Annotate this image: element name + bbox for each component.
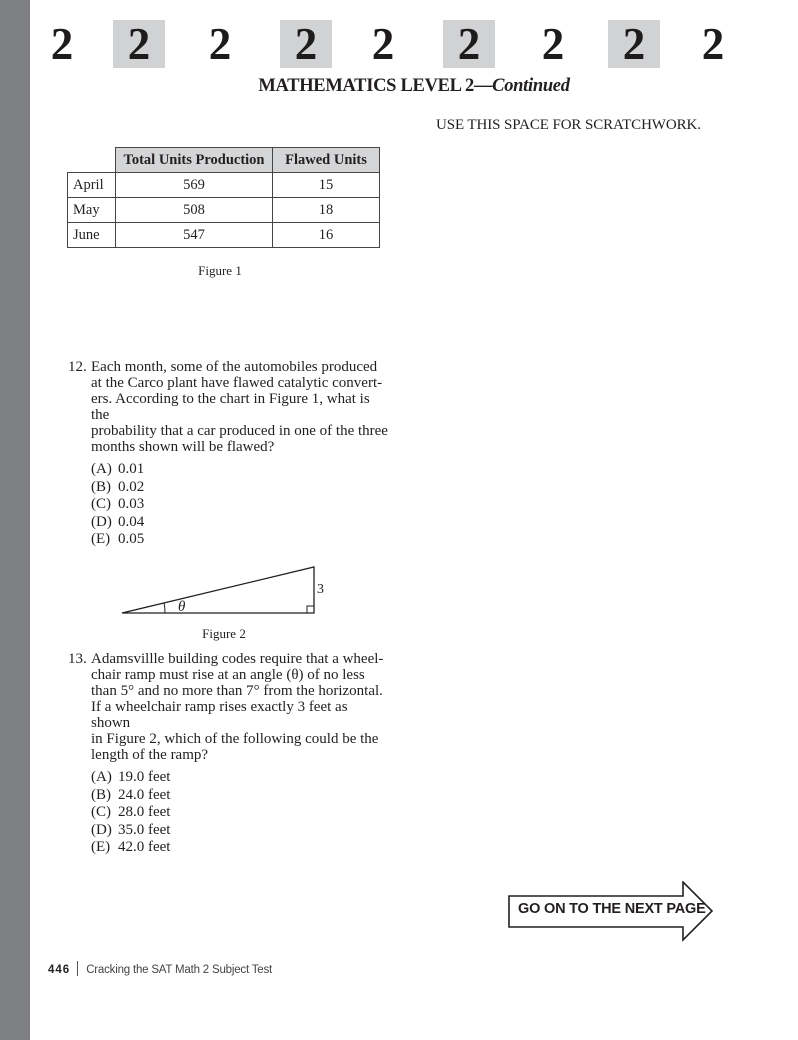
page-number: 446 (48, 964, 71, 976)
section-title-main: MATHEMATICS LEVEL 2 (258, 76, 474, 96)
choice-text: 0.04 (118, 513, 145, 530)
scratchwork-note: USE THIS SPACE FOR SCRATCHWORK. (436, 117, 701, 133)
table-row (68, 173, 380, 198)
choice-text: 0.05 (118, 531, 145, 548)
figure2-triangle (110, 560, 340, 622)
question-13 (68, 651, 388, 857)
choice-label: (B) (91, 786, 111, 803)
figure1-caption: Figure 1 (198, 263, 242, 278)
answer-choices (91, 769, 388, 857)
right-angle-marker-icon (307, 606, 314, 613)
table-header-row (68, 148, 380, 173)
table-cell-flawed: 15 (273, 173, 380, 198)
answer-choice-b[interactable] (91, 787, 388, 805)
section-number: 2 (113, 20, 165, 68)
choice-label: (E) (91, 839, 111, 856)
question-12 (68, 359, 388, 549)
page-edge-bar (0, 0, 30, 1040)
question-line: length of the ramp? (91, 747, 209, 763)
angle-theta-label: θ (178, 599, 186, 615)
choice-label: (E) (91, 531, 111, 548)
section-number: 2 (208, 19, 232, 69)
section-number: 2 (701, 19, 725, 69)
table-cell-month: April (68, 173, 116, 198)
angle-arc-icon (164, 603, 165, 613)
table-cell-flawed: 16 (273, 223, 380, 248)
choice-label: (B) (91, 478, 111, 495)
question-number: 12. (68, 359, 87, 375)
choice-label: (D) (91, 513, 112, 530)
section-number: 2 (280, 20, 332, 68)
choice-label: (C) (91, 804, 111, 821)
question-line: chair ramp must rise at an angle (θ) of no less (91, 667, 365, 683)
answer-choice-a[interactable] (91, 461, 388, 479)
table-cell-month: June (68, 223, 116, 248)
question-line: months shown will be flawed? (91, 439, 275, 455)
table-header-flawed: Flawed Units (273, 148, 380, 173)
table-row (68, 223, 380, 248)
section-title (30, 76, 798, 97)
choice-label: (A) (91, 461, 112, 477)
answer-choice-e[interactable] (91, 531, 388, 549)
question-number: 13. (68, 651, 87, 667)
choice-text: 19.0 feet (118, 769, 171, 785)
choice-label: (D) (91, 821, 112, 838)
ramp-triangle-outline (122, 567, 314, 613)
choice-text: 28.0 feet (118, 804, 171, 821)
table-cell-month: May (68, 198, 116, 223)
answer-choice-c[interactable] (91, 804, 388, 822)
choice-text: 42.0 feet (118, 839, 171, 856)
choice-text: 35.0 feet (118, 821, 171, 838)
question-line: in Figure 2, which of the following could be the (91, 731, 379, 747)
choice-text: 0.03 (118, 496, 145, 513)
page-footer (48, 961, 272, 976)
section-title-continued: Continued (492, 76, 570, 96)
answer-choice-c[interactable] (91, 496, 388, 514)
next-page-label: GO ON TO THE NEXT PAGE (518, 901, 706, 917)
question-line: ers. According to the chart in Figure 1, what is the (91, 391, 370, 423)
table-header-blank (68, 148, 116, 173)
section-number: 2 (541, 19, 565, 69)
section-number: 2 (50, 19, 74, 69)
question-line: at the Carco plant have flawed catalytic convert- (91, 375, 383, 391)
table-row (68, 198, 380, 223)
figure2-caption: Figure 2 (202, 626, 246, 641)
answer-choice-d[interactable] (91, 514, 388, 532)
section-number: 2 (371, 19, 395, 69)
table-header-total: Total Units Production (116, 148, 273, 173)
choice-text: 0.02 (118, 478, 145, 495)
answer-choice-e[interactable] (91, 839, 388, 857)
answer-choice-b[interactable] (91, 479, 388, 497)
answer-choices (91, 461, 388, 549)
question-line: probability that a car produced in one of the three (91, 423, 388, 439)
section-number: 2 (608, 20, 660, 68)
answer-choice-d[interactable] (91, 822, 388, 840)
question-line: Each month, some of the automobiles produced (91, 359, 378, 375)
question-line: than 5° and no more than 7° from the horizontal. (91, 683, 383, 699)
answer-choice-a[interactable] (91, 769, 388, 787)
next-page-arrow[interactable] (508, 881, 714, 942)
book-title: Cracking the SAT Math 2 Subject Test (86, 964, 273, 976)
figure1-table (67, 147, 380, 248)
choice-text: 0.01 (118, 461, 145, 477)
question-line: If a wheelchair ramp rises exactly 3 feet as shown (91, 699, 348, 731)
question-line: Adamsvillle building codes require that a wheel- (91, 651, 384, 667)
question-text (91, 651, 388, 763)
choice-text: 24.0 feet (118, 786, 171, 803)
footer-divider (77, 961, 78, 976)
choice-label: (A) (91, 769, 112, 785)
question-text (91, 359, 388, 455)
table-cell-total: 569 (116, 173, 273, 198)
table-cell-flawed: 18 (273, 198, 380, 223)
choice-label: (C) (91, 496, 111, 513)
table-cell-total: 508 (116, 198, 273, 223)
section-title-dash: — (473, 76, 493, 96)
section-number: 2 (443, 20, 495, 68)
table-cell-total: 547 (116, 223, 273, 248)
side-length-label: 3 (317, 582, 324, 597)
